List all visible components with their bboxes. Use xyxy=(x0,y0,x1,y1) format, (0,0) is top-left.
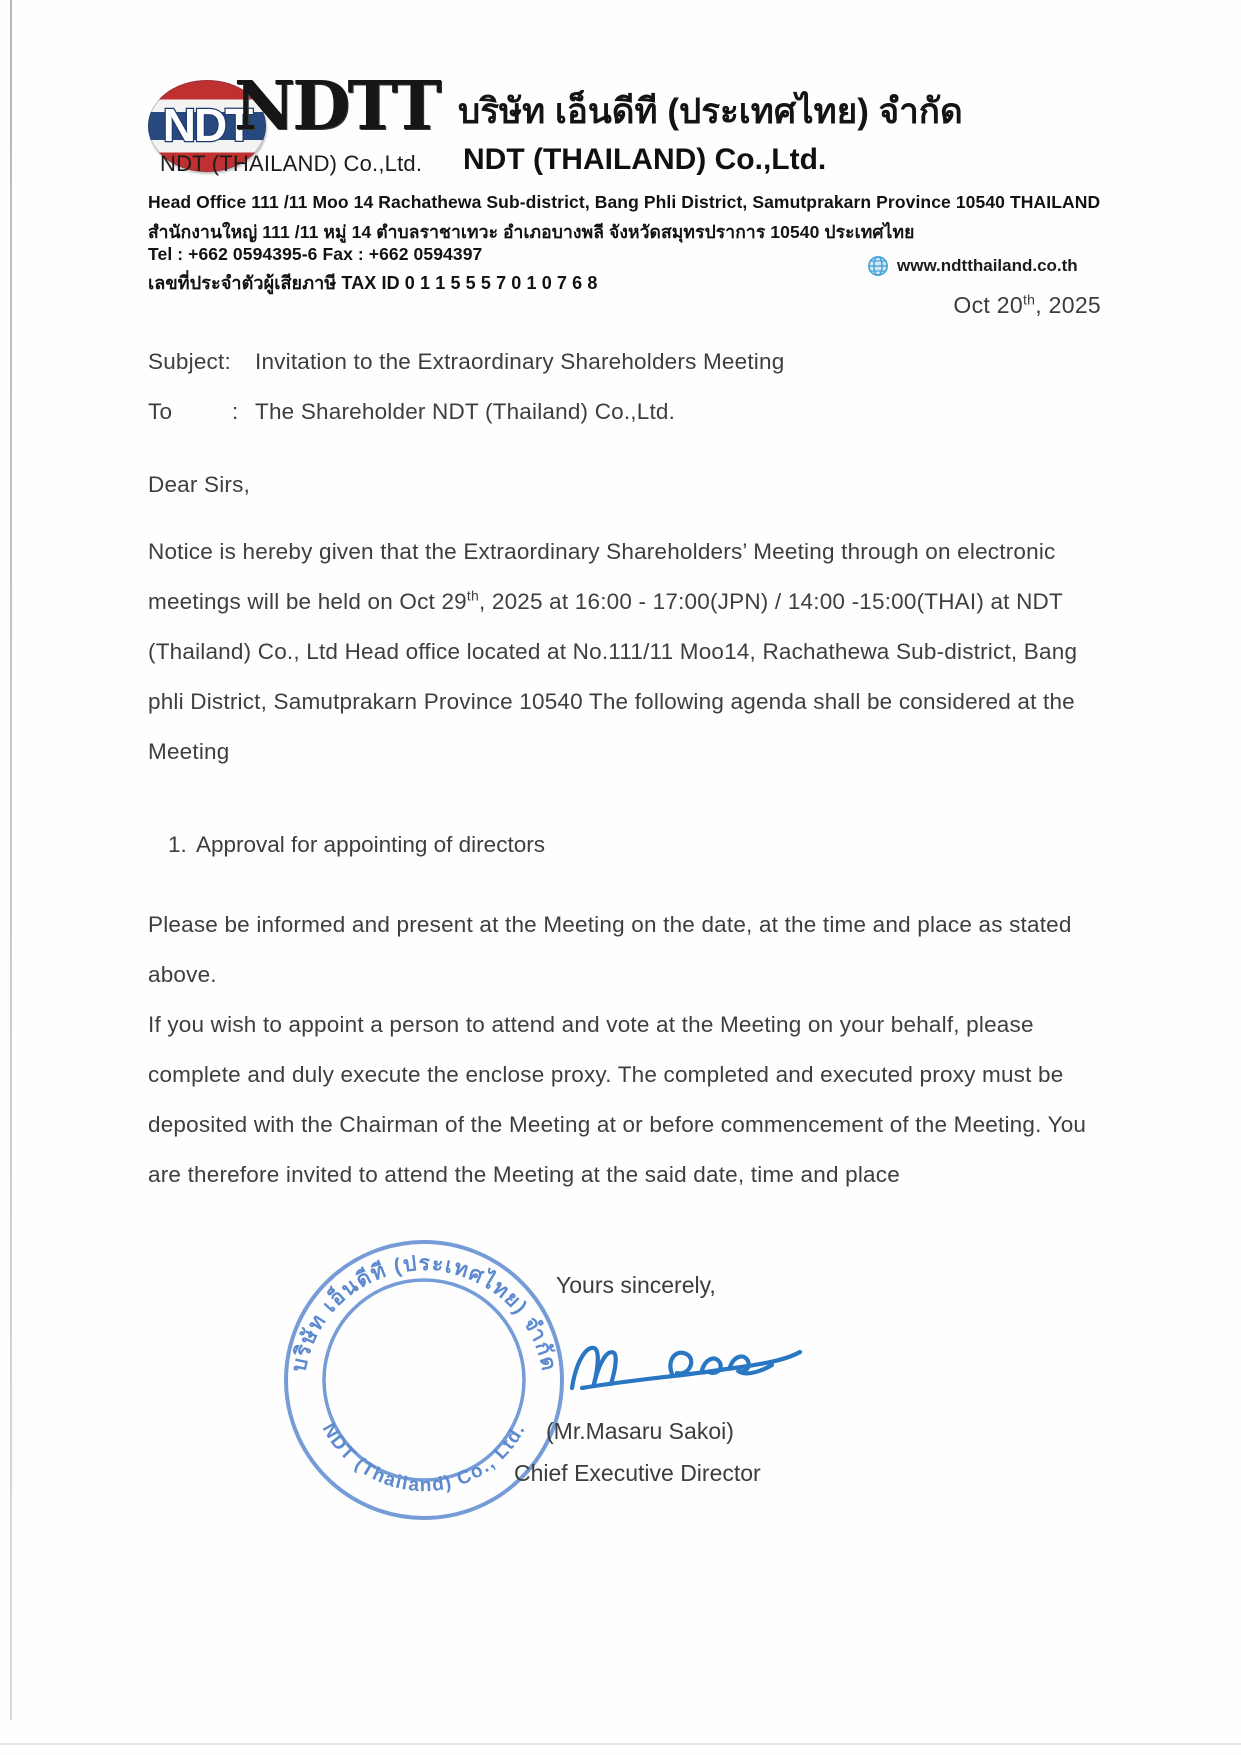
instruction-line: complete and duly execute the enclose proxy. The completed and executed proxy must be xyxy=(148,1062,1064,1087)
instruction-line: are therefore invited to attend the Meeting at the said date, time and place xyxy=(148,1162,900,1187)
brand-wordmark: NDTT xyxy=(234,66,439,145)
signer-name: (Mr.Masaru Sakoi) xyxy=(546,1418,734,1444)
letter-date: Oct 20th, 2025 xyxy=(953,291,1101,318)
to-label: To xyxy=(148,399,173,424)
instructions-paragraph xyxy=(148,900,1098,1200)
instruction-line: above. xyxy=(148,962,217,987)
subject-value: Invitation to the Extraordinary Shareholders Meeting xyxy=(255,349,785,374)
instruction-line: Please be informed and present at the Meeting on the date, at the time and place as stated xyxy=(148,912,1072,937)
tel-fax-line: Tel : +662 0594395-6 Fax : +662 0594397 xyxy=(148,244,483,264)
subject-label: Subject: xyxy=(148,349,231,374)
company-name-thai: บริษัท เอ็นดีที (ประเทศไทย) จำกัด xyxy=(458,92,963,131)
globe-icon xyxy=(867,255,889,277)
scan-artifact-left-line xyxy=(10,0,12,1720)
scan-artifact-bottom-line xyxy=(0,1743,1241,1745)
to-row xyxy=(148,399,675,425)
subject-row xyxy=(148,349,784,375)
instruction-line: If you wish to appoint a person to attend and vote at the Meeting on your behalf, please xyxy=(148,1012,1034,1037)
notice-line: (Thailand) Co., Ltd Head office located at No.111/11 Moo14, Rachathewa Sub-district, Bang xyxy=(148,639,1078,664)
website-url[interactable]: www.ndtthailand.co.th xyxy=(897,256,1078,275)
signer-title: Chief Executive Director xyxy=(514,1460,761,1486)
tax-id-line: เลขที่ประจำตัวผู้เสียภาษี TAX ID 0 1 1 5 5 5 7 0 1 0 7 6 8 xyxy=(148,273,598,293)
to-value: The Shareholder NDT (Thailand) Co.,Ltd. xyxy=(255,399,676,424)
company-name-english-bold: NDT (THAILAND) Co.,Ltd. xyxy=(463,143,827,176)
notice-line: Meeting xyxy=(148,739,230,764)
head-office-address: Head Office 111 /11 Moo 14 Rachathewa Sub-district, Bang Phli District, Samutprakarn Province 10540 THAILAND xyxy=(148,192,1101,212)
notice-line: Notice is hereby given that the Extraordinary Shareholders’ Meeting through on electronic xyxy=(148,539,1056,564)
svg-text:NDT (Thailand) Co., Ltd. xyxy=(318,1420,530,1497)
instruction-line: deposited with the Chairman of the Meeting at or before commencement of the Meeting. You xyxy=(148,1112,1087,1137)
stamp-text-english: NDT (Thailand) Co., Ltd. xyxy=(317,1419,531,1497)
agenda-item-1 xyxy=(168,832,545,858)
to-colon: : xyxy=(232,399,239,424)
website-line xyxy=(867,255,1078,277)
date-ordinal-suffix: th xyxy=(1022,291,1036,308)
head-office-address-thai: สำนักงานใหญ่ 111 /11 หมู่ 14 ตำบลราชาเทวะ อำเภอบางพลี จังหวัดสมุทรปราการ 10540 ประเทศไทย xyxy=(148,222,915,242)
stamp-text-thai: บริษัท เอ็นดีที (ประเทศไทย) จำกัด xyxy=(287,1252,561,1374)
notice-line: phli District, Samutprakarn Province 10540 The following agenda shall be considered at the xyxy=(148,689,1075,714)
notice-paragraph xyxy=(148,527,1098,777)
agenda-number: 1. xyxy=(168,832,187,857)
salutation: Dear Sirs, xyxy=(148,472,251,497)
ndt-logo-letters: NDT xyxy=(162,98,252,151)
closing-phrase: Yours sincerely, xyxy=(556,1272,716,1298)
agenda-text: Approval for appointing of directors xyxy=(196,832,545,857)
notice-line: meetings will be held on Oct 29th, 2025 at 16:00 - 17:00(JPN) / 14:00 -15:00(THAI) at NDT xyxy=(148,587,1063,614)
handwritten-signature xyxy=(560,1322,810,1422)
company-name-english-small: NDT (THAILAND) Co.,Ltd. xyxy=(160,151,423,176)
meeting-date-ordinal-suffix: th xyxy=(466,587,479,604)
